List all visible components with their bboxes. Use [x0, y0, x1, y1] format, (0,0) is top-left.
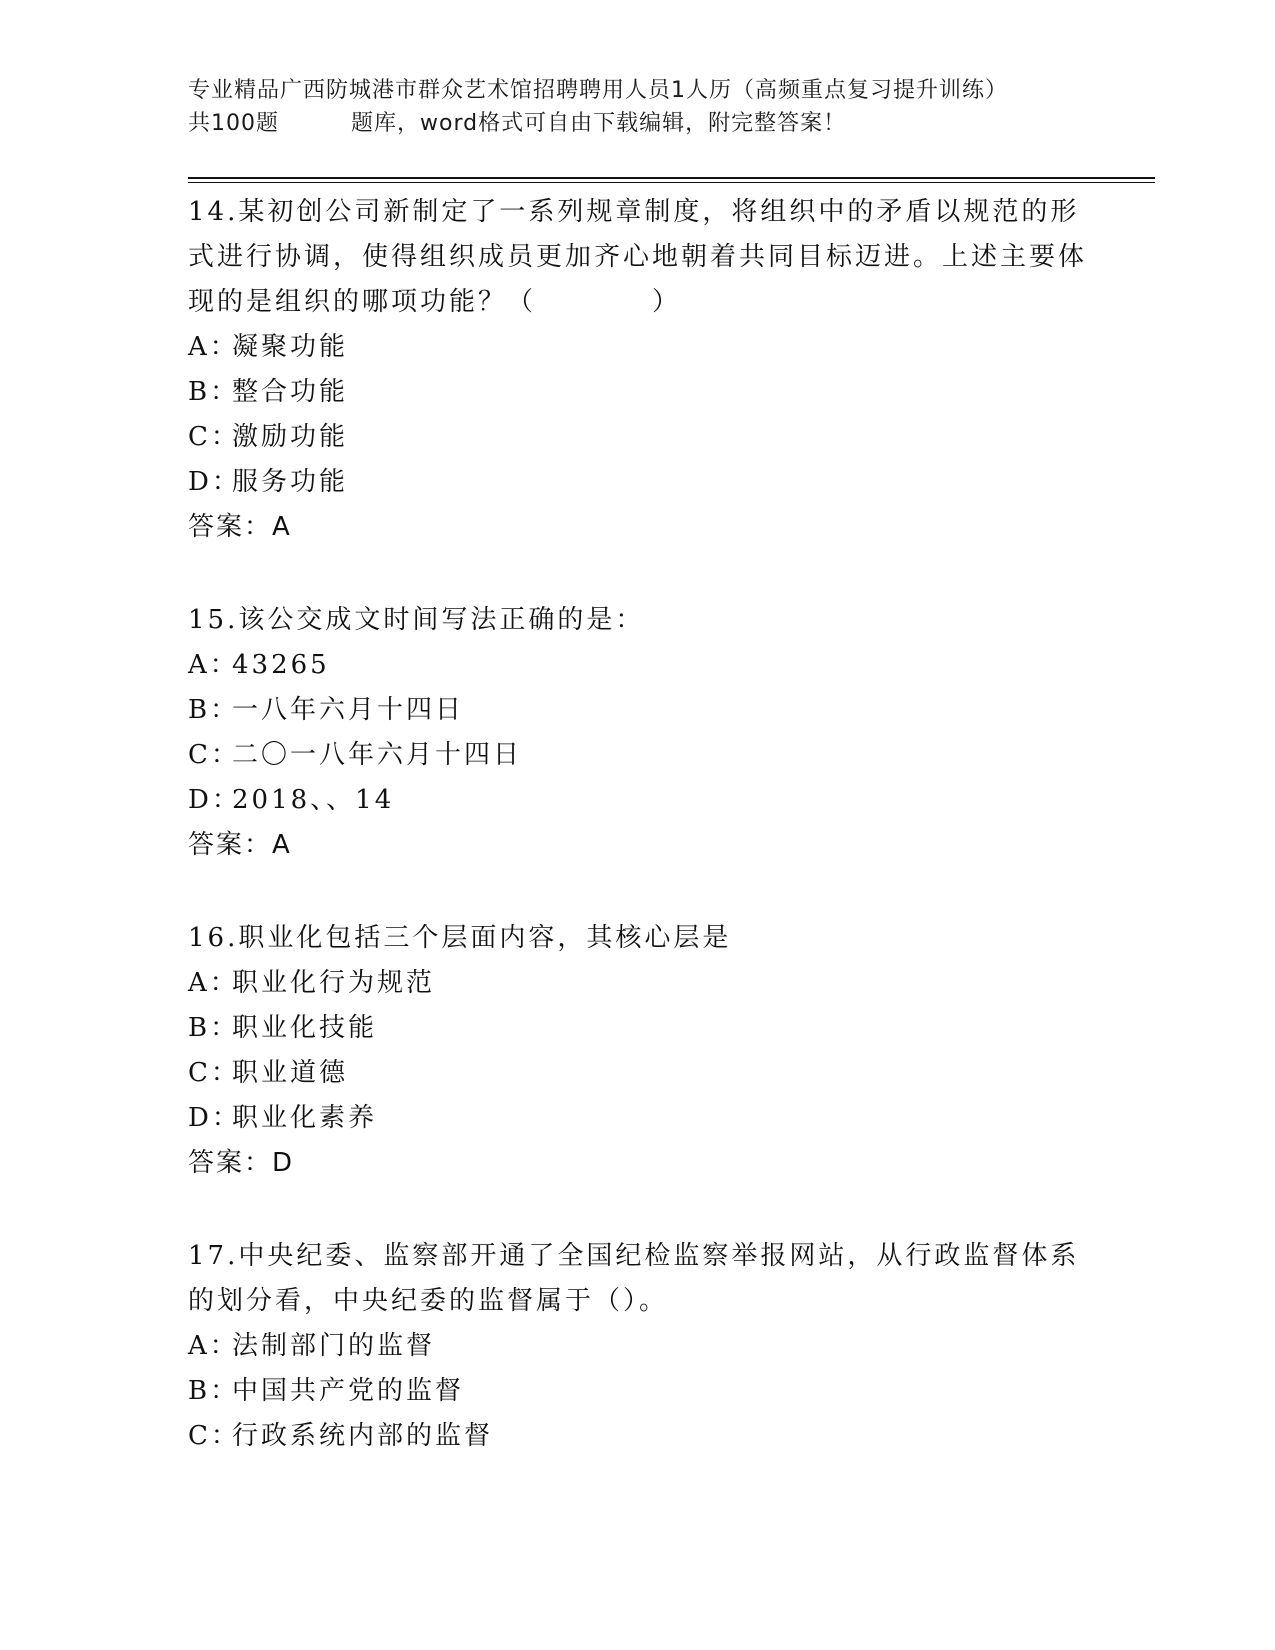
- option-text: 职业化行为规范: [232, 968, 436, 998]
- option-text: 43265: [232, 650, 330, 680]
- option-d: [188, 778, 1088, 823]
- question-stem: 15.该公交成文时间写法正确的是：: [188, 605, 645, 635]
- question-16: [188, 916, 1088, 1186]
- option-text: 凝聚功能: [232, 332, 349, 362]
- question-stem: 17.中央纪委、监察部开通了全国纪检监察举报网站，从行政监督体系的划分看，中央纪委的监督属于（）。: [188, 1241, 1080, 1316]
- question-17: [188, 1234, 1088, 1459]
- option-c: [188, 415, 1088, 460]
- answer-line: 答案：A: [188, 830, 292, 860]
- option-key: C：: [188, 1421, 240, 1451]
- option-key: D：: [188, 1103, 241, 1133]
- option-key: C：: [188, 1058, 240, 1088]
- question-14: [188, 190, 1088, 550]
- option-d: [188, 460, 1088, 505]
- option-b: [188, 688, 1088, 733]
- header-description: 题库，word格式可自由下载编辑，附完整答案！: [351, 111, 847, 136]
- option-c: [188, 1414, 1088, 1459]
- option-text: 二〇一八年六月十四日: [232, 740, 523, 770]
- option-b: [188, 1006, 1088, 1051]
- option-text: 一八年六月十四日: [232, 695, 465, 725]
- option-key: B：: [188, 377, 240, 407]
- option-a: [188, 643, 1088, 688]
- option-key: A：: [188, 1331, 239, 1361]
- answer-line: 答案：D: [188, 1148, 295, 1178]
- option-text: 职业道德: [232, 1058, 349, 1088]
- option-key: A：: [188, 968, 239, 998]
- option-text: 服务功能: [232, 467, 349, 497]
- question-stem: 16.职业化包括三个层面内容，其核心层是: [188, 923, 732, 953]
- option-text: 职业化技能: [232, 1013, 378, 1043]
- header-rule-thick: [188, 177, 1155, 179]
- header-question-count: 共100题: [188, 111, 279, 136]
- option-key: C：: [188, 740, 240, 770]
- option-text: 中国共产党的监督: [232, 1376, 465, 1406]
- option-key: B：: [188, 695, 240, 725]
- question-separator: [188, 868, 1088, 916]
- option-text: 2018、、14: [232, 785, 395, 815]
- document-header: [188, 74, 1088, 140]
- answer-line: 答案：A: [188, 512, 292, 542]
- question-list: [188, 190, 1088, 1459]
- option-b: [188, 370, 1088, 415]
- option-a: [188, 1324, 1088, 1369]
- question-separator: [188, 550, 1088, 598]
- header-subtitle-line: [188, 107, 1088, 140]
- question-15: [188, 598, 1088, 868]
- option-key: B：: [188, 1013, 240, 1043]
- option-c: [188, 1051, 1088, 1096]
- option-text: 行政系统内部的监督: [232, 1421, 494, 1451]
- option-c: [188, 733, 1088, 778]
- option-key: A：: [188, 650, 239, 680]
- option-text: 整合功能: [232, 377, 349, 407]
- option-key: C：: [188, 422, 240, 452]
- option-text: 法制部门的监督: [232, 1331, 436, 1361]
- question-separator: [188, 1186, 1088, 1234]
- option-text: 激励功能: [232, 422, 349, 452]
- option-key: D：: [188, 467, 241, 497]
- option-d: [188, 1096, 1088, 1141]
- option-key: B：: [188, 1376, 240, 1406]
- option-a: [188, 325, 1088, 370]
- header-rule-thin: [188, 182, 1155, 183]
- option-text: 职业化素养: [232, 1103, 378, 1133]
- option-key: A：: [188, 332, 239, 362]
- question-stem: 14.某初创公司新制定了一系列规章制度，将组织中的矛盾以规范的形式进行协调，使得组织成员更加齐心地朝着共同目标迈进。上述主要体现的是组织的哪项功能？（ ）: [188, 197, 1088, 317]
- option-key: D：: [188, 785, 241, 815]
- option-a: [188, 961, 1088, 1006]
- option-b: [188, 1369, 1088, 1414]
- header-title-line: 专业精品广西防城港市群众艺术馆招聘聘用人员1人历（高频重点复习提升训练）: [188, 78, 1008, 103]
